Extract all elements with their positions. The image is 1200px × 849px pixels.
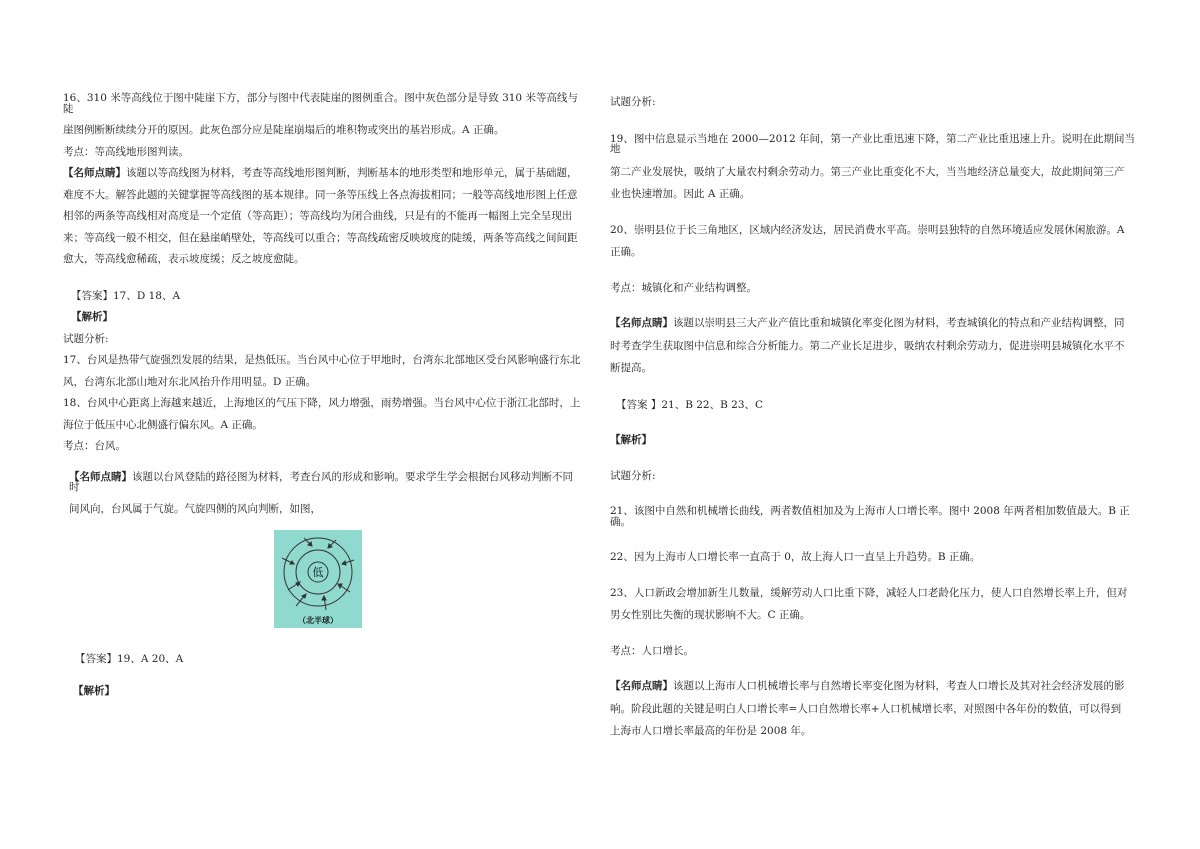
q20-line2: 正确。: [610, 246, 642, 258]
mingshi-1-line5: 愈大，等高线愈稀疏，表示坡度缓；反之坡度愈陡。: [63, 253, 305, 265]
answer-19-20: 【答案】19、A 20、A: [75, 653, 184, 665]
circle-arrow-icon: [274, 530, 362, 628]
mingshi-4-label: 【名师点睛】: [610, 680, 673, 692]
q19-line1: 19、图中信息显示当地在 2000—2012 年间，第一产业比重迅速下降，第二产业比重迅速上升。说明在此期间当地: [610, 132, 1135, 155]
mingshi-1-text1: 该题以等高线图为材料，考查等高线地形图判断，判断基本的地形类型和地形单元，属于基础题，: [126, 167, 578, 179]
mingshi-1-line3: 相邻的两条等高线相对高度是一个定值（等高距）；等高线均为闭合曲线，只是有的不能再一幅图上完全呈现出: [63, 210, 573, 222]
mingshi-4-line2: 响。阶段此题的关键是明白人口增长率=人口自然增长率+人口机械增长率，对照图中各年份的数值，可以得到: [610, 702, 1122, 715]
mingshi-1-line2: 难度不大。解答此题的关键掌握等高线图的基本规律。同一条等压线上各点海拔相同；一般等高线地形图上任意: [63, 188, 578, 201]
left-column: [63, 88, 583, 696]
jiexi-3: 【解析】: [610, 434, 652, 446]
kaodian-3: 考点：城镇化和产业结构调整。: [610, 281, 757, 294]
q23-line1: 23、人口新政会增加新生儿数量，缓解劳动人口比重下降，减轻人口老龄化压力，使人口自然增长率上升，但对: [610, 586, 1128, 599]
mingshi-3-label: 【名师点睛】: [610, 317, 673, 329]
cyclone-figure: [274, 530, 362, 628]
answer-17-18: 【答案】17、D 18、A: [71, 289, 181, 302]
jiexi-1: 【解析】: [71, 311, 113, 323]
kaodian-1: 考点：等高线地形图判读。: [63, 145, 189, 158]
mingshi-4-line1: [610, 681, 1135, 692]
shiti-2: 试题分析:: [610, 96, 656, 108]
q16-line2: 崖图例断断续续分开的原因。此灰色部分应是陡崖崩塌后的堆积物或突出的基岩形成。A 正确。: [63, 124, 505, 136]
q19-line2: 第二产业发展快，吸纳了大量农村剩余劳动力。第三产业比重变化不大，当当地经济总量变大，故此期间第三产: [610, 165, 1125, 178]
mingshi-3-text1: 该题以崇明县三大产业产值比重和城镇化率变化图为材料，考查城镇化的特点和产业结构调整，同: [673, 317, 1125, 329]
mingshi-2-label: 【名师点睛】: [69, 470, 132, 483]
figure-caption: （北半球）: [298, 616, 338, 625]
mingshi-1-line4: 来；等高线一般不相交，但在悬崖峭壁处，等高线可以重合；等高线疏密反映坡度的陡缓，两条等高线之间间距: [63, 231, 578, 244]
kaodian-2: 考点：台风。: [63, 440, 126, 452]
mingshi-4-text1: 该题以上海市人口机械增长率与自然增长率变化图为材料，考查人口增长及其对社会经济发展的影: [673, 680, 1125, 692]
mingshi-2-line2: 间风向，台风属于气旋。气旋四侧的风向判断，如图，: [69, 502, 321, 515]
shiti-1: 试题分析:: [63, 332, 109, 345]
mingshi-2-text1: 该题以台风登陆的路径图为材料，考查台风的形成和影响。要求学生学会根据台风移动判断不同时: [69, 470, 573, 493]
figure-center-label: 低: [312, 566, 324, 579]
q17-line1: 17、台风是热带气旋强烈发展的结果，是热低压。当台风中心位于甲地时，台湾东北部地区受台风影响盛行东北: [63, 354, 581, 366]
answer-21-23: 【答案 】21、B 22、B 23、C: [616, 398, 764, 411]
q21: 21、该图中自然和机械增长曲线，两者数值相加及为上海市人口增长率。图中 2008 年两者相加数值最大。B 正确。: [610, 505, 1130, 528]
mingshi-2-line1: [63, 472, 583, 493]
kaodian-4: 考点：人口增长。: [610, 644, 694, 657]
jiexi-2: 【解析】: [73, 684, 115, 697]
mingshi-3-line2: 时考查学生获取图中信息和综合分析能力。第二产业长足进步，吸纳农村剩余劳动力，促进崇明县城镇化水平不: [610, 339, 1125, 352]
mingshi-4-line3: 上海市人口增长率最高的年份是 2008 年。: [610, 725, 812, 737]
q22: 22、因为上海市人口增长率一直高于 0，故上海人口一直呈上升趋势。B 正确。: [610, 551, 981, 563]
mingshi-1-line1: [63, 168, 583, 179]
q23-line2: 男女性别比失衡的现状影响不大。C 正确。: [610, 609, 811, 621]
q16-line1: 16、310 米等高线位于图中陡崖下方，部分与图中代表陡崖的图例重合。图中灰色部分是导致 310 米等高线与陡: [63, 92, 578, 115]
shiti-3: 试题分析:: [610, 469, 656, 482]
q19-line3: 业也快速增加。因此 A 正确。: [610, 188, 751, 200]
q17-line2: 风，台湾东北部山地对东北风抬升作用明显。D 正确。: [63, 375, 317, 388]
q18-line1: 18、台风中心距离上海越来越近，上海地区的气压下降，风力增强，雨势增强。当台风中心位于浙江北部时，上: [63, 397, 581, 409]
q20-line1: 20、崇明县位于长三角地区，区域内经济发达，居民消费水平高。崇明县独特的自然环境适应发展休闲旅游。A: [610, 223, 1125, 236]
mingshi-3-line1: [610, 318, 1135, 329]
q18-line2: 海位于低压中心北侧盛行偏东风。A 正确。: [63, 418, 263, 431]
mingshi-1-label: 【名师点睛】: [63, 167, 126, 179]
cyclone-figure-wrap: [53, 530, 583, 628]
right-column: [610, 88, 1135, 737]
mingshi-3-line3: 断提高。: [610, 362, 652, 374]
